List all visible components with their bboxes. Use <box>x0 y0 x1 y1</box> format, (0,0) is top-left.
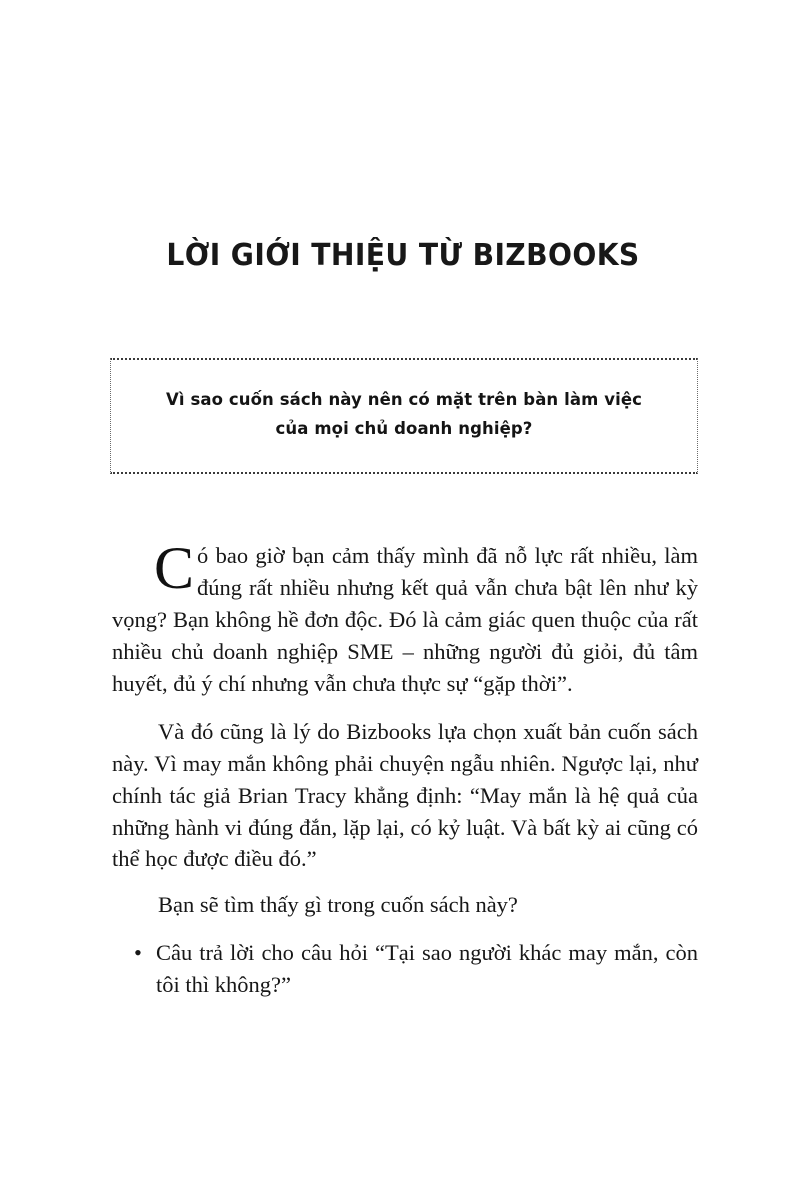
callout-box <box>110 358 698 474</box>
bullet-list <box>112 937 698 1001</box>
bullet-dot-icon: • <box>134 940 142 966</box>
page-title: LỜI GIỚI THIỆU TỪ BIZBOOKS <box>166 238 640 274</box>
paragraph-3: Bạn sẽ tìm thấy gì trong cuốn sách này? <box>158 892 518 918</box>
list-item <box>112 937 698 1001</box>
drop-cap: C <box>154 535 195 601</box>
callout-line-1: Vì sao cuốn sách này nên có mặt trên bàn làm việc <box>165 390 643 409</box>
paragraph-1-text: ó bao giờ bạn cảm thấy mình đã nỗ lực rất nhiều, làm đúng rất nhiều nhưng kết quả vẫn chưa bật lên như kỳ vọng? Bạn không hề đơn độc. Đó là cảm giác quen thuộc của rất nhiều chủ doanh nghiệp SME – những người đủ giỏi, đủ tâm huyết, đủ ý chí nhưng vẫn chưa thực sự “gặp thời”. <box>112 543 698 696</box>
body-text <box>112 535 698 1009</box>
paragraph-1 <box>112 535 698 700</box>
paragraph-2: Và đó cũng là lý do Bizbooks lựa chọn xuất bản cuốn sách này. Vì may mắn không phải chuyện ngẫu nhiên. Ngược lại, như chính tác giả Brian Tracy khẳng định: “May mắn là hệ quả của những hành vi đúng đắn, lặp lại, có kỷ luật. Và bất kỳ ai cũng có thể học được điều đó.” <box>112 718 698 872</box>
callout-line-2: của mọi chủ doanh nghiệp? <box>275 418 533 438</box>
list-item-text: Câu trả lời cho câu hỏi “Tại sao người khác may mắn, còn tôi thì không?” <box>156 940 698 998</box>
callout-text <box>145 386 663 444</box>
